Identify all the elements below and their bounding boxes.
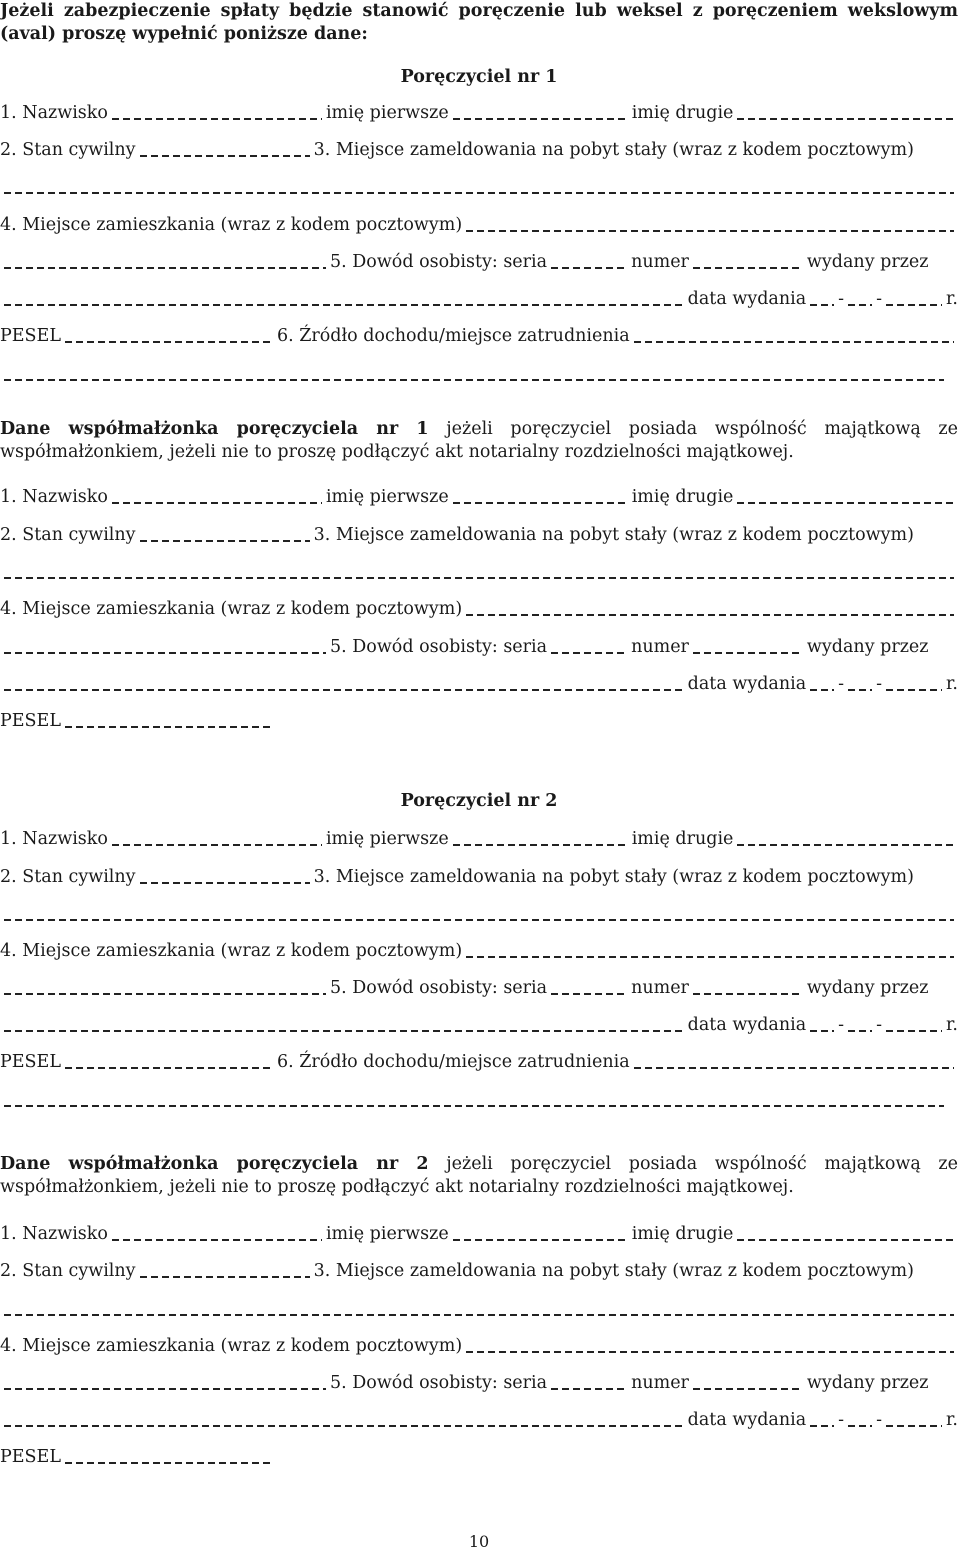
date-separator: - (876, 1015, 882, 1035)
label-nazwisko: 1. Nazwisko (0, 829, 108, 849)
field-numer[interactable] (693, 993, 803, 995)
spouse-1-title: Dane współmałżonka poręczyciela nr 1 (0, 419, 429, 439)
page-number: 10 (468, 1532, 490, 1551)
field-seria[interactable] (551, 1388, 627, 1390)
label-zrodlo-dochodu: 6. Źródło dochodu/miejsce zatrudnienia (276, 1052, 630, 1072)
row-zameldowanie-value (0, 174, 958, 198)
row-zamieszkanie (0, 596, 958, 620)
label-numer: numer (631, 252, 689, 272)
label-zamieszkanie: 4. Miejsce zamieszkania (wraz z kodem pocztowym) (0, 215, 463, 235)
row-stan-zameldowanie (0, 522, 958, 546)
row-wydany-data (0, 671, 958, 695)
row-names (0, 484, 958, 508)
label-dowod-seria: 5. Dowód osobisty: seria (330, 1373, 548, 1393)
date-separator: - (876, 674, 882, 694)
label-zamieszkanie: 4. Miejsce zamieszkania (wraz z kodem pocztowym) (0, 599, 463, 619)
field-zameldowanie[interactable] (4, 919, 954, 921)
field-imie-drugie[interactable] (737, 1239, 954, 1241)
field-imie-drugie[interactable] (737, 502, 954, 504)
label-stan-cywilny: 2. Stan cywilny (0, 867, 136, 887)
label-imie-drugie: imię drugie (631, 1224, 734, 1244)
row-zamieszkanie (0, 212, 958, 236)
field-numer[interactable] (693, 267, 803, 269)
field-zamieszkanie-cont[interactable] (4, 1388, 326, 1390)
field-imie-pierwsze[interactable] (453, 1239, 628, 1241)
label-r: r. (945, 674, 958, 694)
field-seria[interactable] (551, 267, 627, 269)
field-zamieszkanie-cont[interactable] (4, 267, 326, 269)
row-zamieszkanie (0, 1333, 958, 1357)
label-nazwisko: 1. Nazwisko (0, 103, 108, 123)
row-names (0, 1221, 958, 1245)
intro-paragraph: Jeżeli zabezpieczenie spłaty będzie stanowić poręczenie lub weksel z poręczeniem wekslowym (aval) proszę wypełnić poniższe dane: (0, 1, 958, 44)
field-stan-cywilny[interactable] (140, 1276, 310, 1278)
field-data-mm[interactable] (848, 1030, 872, 1032)
field-zrodlo-dochodu[interactable] (634, 1067, 954, 1069)
field-imie-pierwsze[interactable] (453, 118, 628, 120)
field-zamieszkanie[interactable] (466, 956, 954, 958)
field-data-dd[interactable] (810, 1425, 834, 1427)
date-separator: - (838, 289, 845, 309)
row-zameldowanie-value (0, 559, 958, 583)
label-r: r. (945, 1015, 958, 1035)
label-imie-drugie: imię drugie (631, 487, 734, 507)
field-wydany-przez[interactable] (4, 689, 684, 691)
row-names (0, 826, 958, 850)
row-zrodlo-value (0, 1087, 958, 1111)
field-zamieszkanie[interactable] (466, 614, 954, 616)
spouse-2-paragraph (0, 1153, 958, 1199)
field-seria[interactable] (551, 993, 627, 995)
field-stan-cywilny[interactable] (140, 155, 310, 157)
label-wydany-przez: wydany przez (806, 978, 929, 998)
label-numer: numer (631, 978, 689, 998)
field-zameldowanie[interactable] (4, 192, 954, 194)
label-zameldowanie: 3. Miejsce zameldowania na pobyt stały (wraz z kodem pocztowym) (313, 867, 914, 887)
label-zameldowanie: 3. Miejsce zameldowania na pobyt stały (wraz z kodem pocztowym) (313, 525, 914, 545)
label-r: r. (945, 289, 958, 309)
label-dowod-seria: 5. Dowód osobisty: seria (330, 978, 548, 998)
label-zameldowanie: 3. Miejsce zameldowania na pobyt stały (wraz z kodem pocztowym) (313, 1261, 914, 1281)
label-pesel: PESEL (0, 1052, 61, 1072)
field-data-yyyy[interactable] (886, 304, 942, 306)
field-wydany-przez[interactable] (4, 304, 684, 306)
field-numer[interactable] (693, 1388, 803, 1390)
label-stan-cywilny: 2. Stan cywilny (0, 140, 136, 160)
label-zameldowanie: 3. Miejsce zameldowania na pobyt stały (wraz z kodem pocztowym) (313, 140, 914, 160)
row-zameldowanie-value (0, 901, 958, 925)
field-data-mm[interactable] (848, 1425, 872, 1427)
label-imie-pierwsze: imię pierwsze (325, 487, 449, 507)
label-data-wydania: data wydania (687, 674, 807, 694)
field-imie-drugie[interactable] (737, 844, 954, 846)
row-zameldowanie-value (0, 1296, 958, 1320)
field-data-dd[interactable] (810, 304, 834, 306)
field-stan-cywilny[interactable] (140, 540, 310, 542)
row-pesel (0, 1444, 958, 1468)
label-stan-cywilny: 2. Stan cywilny (0, 1261, 136, 1281)
field-data-mm[interactable] (848, 304, 872, 306)
field-zrodlo-dochodu-cont[interactable] (4, 1105, 944, 1107)
label-imie-drugie: imię drugie (631, 829, 734, 849)
row-zrodlo-value (0, 361, 958, 385)
field-wydany-przez[interactable] (4, 1425, 684, 1427)
row-zamieszkanie (0, 938, 958, 962)
row-names (0, 100, 958, 124)
label-pesel: PESEL (0, 711, 61, 731)
field-zameldowanie[interactable] (4, 1314, 954, 1316)
field-zrodlo-dochodu-cont[interactable] (4, 379, 944, 381)
field-zrodlo-dochodu[interactable] (634, 341, 954, 343)
label-r: r. (945, 1410, 958, 1430)
row-stan-zameldowanie (0, 1258, 958, 1282)
label-wydany-przez: wydany przez (806, 1373, 929, 1393)
spouse-1-paragraph (0, 418, 958, 464)
field-imie-pierwsze[interactable] (453, 844, 628, 846)
spouse-1-note: jeżeli poręczyciel posiada wspólność majątkową ze współmałżonkiem, jeżeli nie to proszę podłączyć akt notarialny rozdzielności majątkowej. (0, 419, 959, 462)
field-pesel[interactable] (65, 1462, 273, 1464)
label-nazwisko: 1. Nazwisko (0, 1224, 108, 1244)
field-nazwisko[interactable] (112, 502, 322, 504)
field-pesel[interactable] (65, 341, 273, 343)
row-stan-zameldowanie (0, 137, 958, 161)
label-zamieszkanie: 4. Miejsce zamieszkania (wraz z kodem pocztowym) (0, 941, 463, 961)
field-data-dd[interactable] (810, 689, 834, 691)
label-nazwisko: 1. Nazwisko (0, 487, 108, 507)
field-seria[interactable] (551, 652, 627, 654)
row-pesel-zrodlo (0, 323, 958, 347)
date-separator: - (876, 289, 882, 309)
field-data-mm[interactable] (848, 689, 872, 691)
row-dowod (0, 975, 958, 999)
label-wydany-przez: wydany przez (806, 637, 929, 657)
label-data-wydania: data wydania (687, 1410, 807, 1430)
label-zamieszkanie: 4. Miejsce zamieszkania (wraz z kodem pocztowym) (0, 1336, 463, 1356)
label-numer: numer (631, 1373, 689, 1393)
spouse-2-title: Dane współmałżonka poręczyciela nr 2 (0, 1154, 429, 1174)
row-stan-zameldowanie (0, 864, 958, 888)
field-data-dd[interactable] (810, 1030, 834, 1032)
field-zameldowanie[interactable] (4, 577, 954, 579)
row-wydany-data (0, 1407, 958, 1431)
field-wydany-przez[interactable] (4, 1030, 684, 1032)
field-nazwisko[interactable] (112, 118, 322, 120)
field-numer[interactable] (693, 652, 803, 654)
field-zamieszkanie-cont[interactable] (4, 652, 326, 654)
row-dowod (0, 249, 958, 273)
row-wydany-data (0, 286, 958, 310)
label-imie-drugie: imię drugie (631, 103, 734, 123)
field-zamieszkanie-cont[interactable] (4, 993, 326, 995)
field-data-yyyy[interactable] (886, 689, 942, 691)
row-pesel-zrodlo (0, 1049, 958, 1073)
field-data-yyyy[interactable] (886, 1030, 942, 1032)
field-nazwisko[interactable] (112, 1239, 322, 1241)
field-zamieszkanie[interactable] (466, 1351, 954, 1353)
spouse-2-note: jeżeli poręczyciel posiada wspólność majątkową ze współmałżonkiem, jeżeli nie to proszę podłączyć akt notarialny rozdzielności majątkowej. (0, 1154, 959, 1197)
label-pesel: PESEL (0, 326, 61, 346)
label-zrodlo-dochodu: 6. Źródło dochodu/miejsce zatrudnienia (276, 326, 630, 346)
date-separator: - (876, 1410, 882, 1430)
label-dowod-seria: 5. Dowód osobisty: seria (330, 637, 548, 657)
label-stan-cywilny: 2. Stan cywilny (0, 525, 136, 545)
field-stan-cywilny[interactable] (140, 882, 310, 884)
row-pesel (0, 708, 958, 732)
section-title-guarantor-2: Poręczyciel nr 2 (400, 791, 558, 811)
field-imie-pierwsze[interactable] (453, 502, 628, 504)
label-numer: numer (631, 637, 689, 657)
section-title-guarantor-1: Poręczyciel nr 1 (400, 67, 558, 87)
field-pesel[interactable] (65, 1067, 273, 1069)
row-dowod (0, 1370, 958, 1394)
label-dowod-seria: 5. Dowód osobisty: seria (330, 252, 548, 272)
label-wydany-przez: wydany przez (806, 252, 929, 272)
label-imie-pierwsze: imię pierwsze (325, 1224, 449, 1244)
label-imie-pierwsze: imię pierwsze (325, 829, 449, 849)
field-imie-drugie[interactable] (737, 118, 954, 120)
date-separator: - (838, 1410, 845, 1430)
field-nazwisko[interactable] (112, 844, 322, 846)
field-pesel[interactable] (65, 726, 273, 728)
label-data-wydania: data wydania (687, 1015, 807, 1035)
date-separator: - (838, 1015, 845, 1035)
label-pesel: PESEL (0, 1447, 61, 1467)
field-data-yyyy[interactable] (886, 1425, 942, 1427)
row-wydany-data (0, 1012, 958, 1036)
label-data-wydania: data wydania (687, 289, 807, 309)
field-zamieszkanie[interactable] (466, 230, 954, 232)
row-dowod (0, 634, 958, 658)
label-imie-pierwsze: imię pierwsze (325, 103, 449, 123)
date-separator: - (838, 674, 845, 694)
